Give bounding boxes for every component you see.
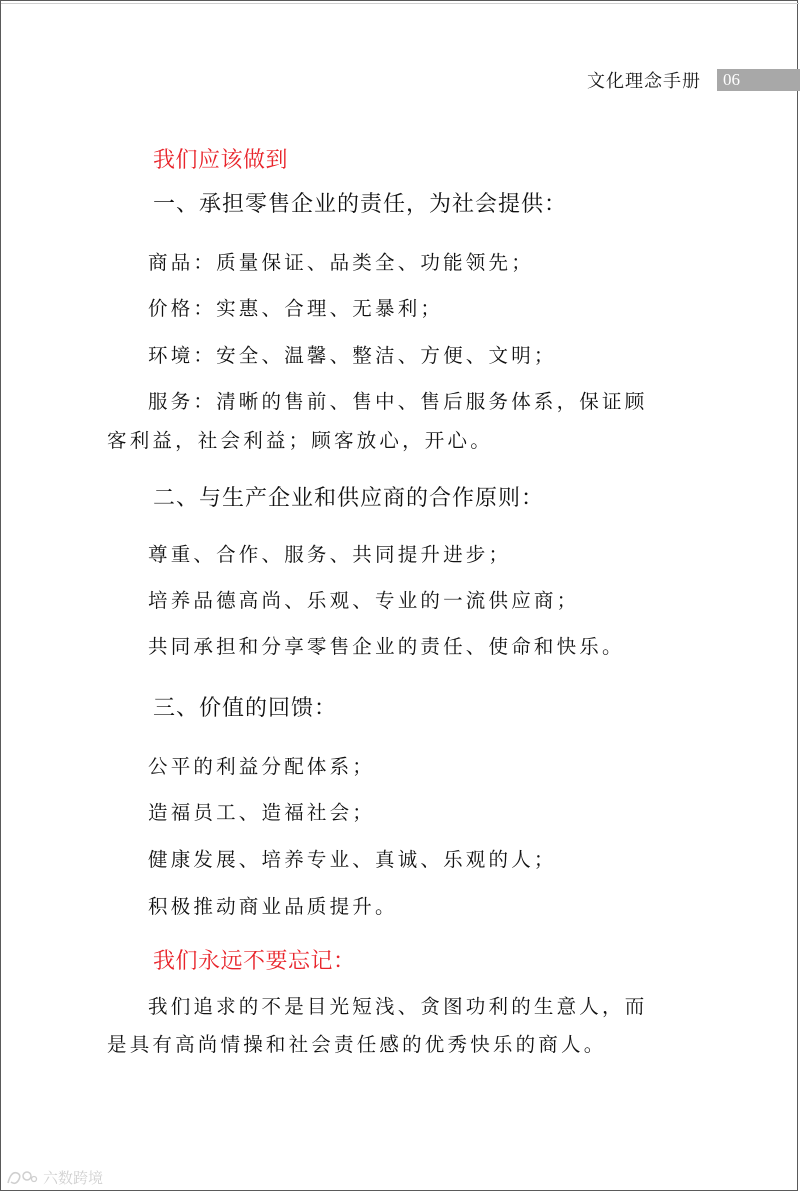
closing-line: 我们追求的不是目光短浅、贪图功利的生意人，而 xyxy=(148,995,648,1018)
page-number-tab: 06 xyxy=(717,69,800,91)
section2-line: 共同承担和分享零售企业的责任、使命和快乐。 xyxy=(148,635,625,658)
section1-line: 商品：质量保证、品类全、功能领先； xyxy=(148,251,534,274)
section3-line: 造福员工、造福社会； xyxy=(148,801,376,824)
section3-line: 公平的利益分配体系； xyxy=(148,755,376,778)
closing-heading: 我们永远不要忘记： xyxy=(153,949,356,974)
section1-line: 客利益，社会利益；顾客放心，开心。 xyxy=(107,429,493,452)
header-rule xyxy=(1,3,799,4)
section1-line: 价格：实惠、合理、无暴利； xyxy=(148,297,444,320)
closing-line: 是具有高尚情操和社会责任感的优秀快乐的商人。 xyxy=(107,1033,607,1056)
watermark xyxy=(5,1167,103,1188)
header-title: 文化理念手册 xyxy=(587,71,701,92)
section3-heading: 三、价值的回馈： xyxy=(153,696,338,721)
watermark-logo-icon xyxy=(5,1169,39,1187)
watermark-text: 六数跨境 xyxy=(43,1169,104,1187)
section2-line: 培养品德高尚、乐观、专业的一流供应商； xyxy=(148,589,580,612)
section2-line: 尊重、合作、服务、共同提升进步； xyxy=(148,543,512,566)
section2-heading: 二、与生产企业和供应商的合作原则： xyxy=(153,486,545,511)
intro-heading: 我们应该做到 xyxy=(153,148,289,173)
section1-line: 服务：清晰的售前、售中、售后服务体系，保证顾 xyxy=(148,390,648,413)
section1-line: 环境：安全、温馨、整洁、方便、文明； xyxy=(148,344,557,367)
section1-heading: 一、承担零售企业的责任，为社会提供： xyxy=(153,192,568,217)
section3-line: 健康发展、培养专业、真诚、乐观的人； xyxy=(148,848,557,871)
section3-line: 积极推动商业品质提升。 xyxy=(148,895,398,918)
